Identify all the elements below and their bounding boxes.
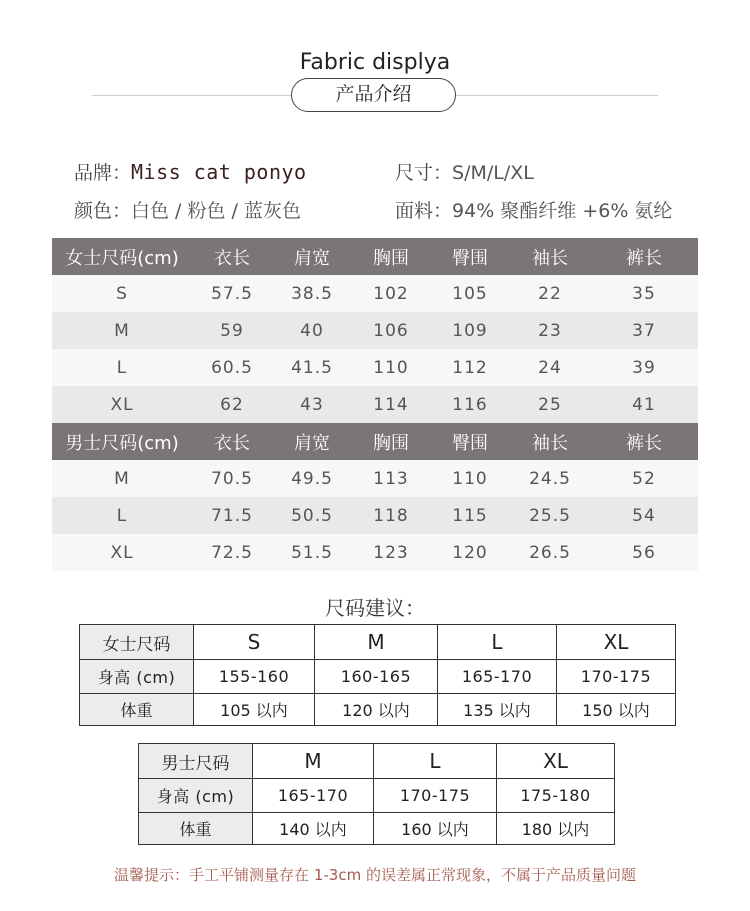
table-cell: M	[253, 744, 374, 779]
table-cell: 165-170	[438, 660, 557, 694]
row-header: 身高 (cm)	[80, 660, 194, 694]
table-cell: 54	[590, 497, 698, 534]
table-cell: 120 以内	[315, 694, 438, 726]
table-row	[80, 694, 676, 726]
table-cell: L	[374, 744, 497, 779]
table-cell: 59	[192, 312, 272, 349]
table-cell: 25.5	[510, 497, 590, 534]
table-cell: 39	[590, 349, 698, 386]
table-cell: L	[52, 349, 192, 386]
table-cell: 50.5	[272, 497, 352, 534]
header-cell: 袖长	[510, 423, 590, 460]
table-row	[52, 497, 698, 534]
table-cell: 180 以内	[497, 813, 615, 845]
table-cell: 57.5	[192, 275, 272, 312]
header-cell: 衣长	[192, 238, 272, 275]
measurement-note: 温馨提示：手工平铺测量存在 1-3cm 的误差属正常现象，不属于产品质量问题	[114, 866, 636, 884]
color-info	[74, 196, 301, 223]
table-row	[52, 534, 698, 571]
table-cell: 41.5	[272, 349, 352, 386]
row-header: 体重	[139, 813, 253, 845]
table-cell: 170-175	[557, 660, 676, 694]
table-row	[52, 386, 698, 423]
table-cell: 72.5	[192, 534, 272, 571]
brand-label: 品牌：	[74, 162, 132, 184]
table-cell: L	[52, 497, 192, 534]
table-cell: 38.5	[272, 275, 352, 312]
table-cell: 56	[590, 534, 698, 571]
women-recommendation-table	[79, 624, 676, 726]
table-cell: 118	[352, 497, 430, 534]
header-cell: 臀围	[430, 238, 510, 275]
table-cell: S	[52, 275, 192, 312]
table-cell: 105 以内	[194, 694, 315, 726]
size-label: 尺寸：	[395, 162, 453, 184]
table-cell: L	[438, 625, 557, 660]
table-cell: 24	[510, 349, 590, 386]
table-row	[80, 660, 676, 694]
table-cell: 71.5	[192, 497, 272, 534]
women-header-row	[52, 238, 698, 275]
table-cell: 170-175	[374, 779, 497, 813]
table-cell: 175-180	[497, 779, 615, 813]
table-cell: 110	[430, 460, 510, 497]
brand-value: Miss cat ponyo	[131, 160, 307, 184]
header-cell: 胸围	[352, 423, 430, 460]
header-title-cn: 产品介绍	[291, 78, 456, 112]
table-cell: 105	[430, 275, 510, 312]
header-cell: 裤长	[590, 423, 698, 460]
header-cell: 袖长	[510, 238, 590, 275]
table-cell: 114	[352, 386, 430, 423]
table-cell: S	[194, 625, 315, 660]
table-cell: 109	[430, 312, 510, 349]
table-row	[52, 275, 698, 312]
table-cell: 106	[352, 312, 430, 349]
brand-info	[74, 158, 307, 185]
table-row	[52, 312, 698, 349]
table-cell: 24.5	[510, 460, 590, 497]
size-measurement-table	[52, 238, 698, 571]
table-cell: 120	[430, 534, 510, 571]
table-cell: 140 以内	[253, 813, 374, 845]
size-info	[395, 158, 534, 185]
table-cell: 43	[272, 386, 352, 423]
header-cell: 男士尺码(cm)	[52, 423, 192, 460]
table-cell: 110	[352, 349, 430, 386]
size-value: S/M/L/XL	[452, 162, 534, 184]
size-recommendation-title: 尺码建议：	[325, 596, 425, 620]
header-cell: 臀围	[430, 423, 510, 460]
table-cell: 123	[352, 534, 430, 571]
header-divider-right	[456, 95, 658, 96]
table-cell: XL	[52, 534, 192, 571]
header-cell: 女士尺码(cm)	[52, 238, 192, 275]
table-cell: 52	[590, 460, 698, 497]
table-cell: 135 以内	[438, 694, 557, 726]
table-cell: 70.5	[192, 460, 272, 497]
row-header: 女士尺码	[80, 625, 194, 660]
table-cell: 102	[352, 275, 430, 312]
table-cell: XL	[52, 386, 192, 423]
table-cell: M	[52, 460, 192, 497]
table-row	[139, 779, 615, 813]
table-row	[139, 744, 615, 779]
table-cell: XL	[557, 625, 676, 660]
table-cell: 150 以内	[557, 694, 676, 726]
row-header: 身高 (cm)	[139, 779, 253, 813]
table-row	[52, 349, 698, 386]
table-cell: 37	[590, 312, 698, 349]
table-row	[139, 813, 615, 845]
color-label: 颜色：	[74, 200, 132, 222]
table-cell: 116	[430, 386, 510, 423]
header-cell: 衣长	[192, 423, 272, 460]
table-cell: 62	[192, 386, 272, 423]
table-cell: XL	[497, 744, 615, 779]
table-cell: 41	[590, 386, 698, 423]
fabric-info	[395, 196, 672, 223]
fabric-label: 面料：	[395, 200, 453, 222]
header-cell: 肩宽	[272, 238, 352, 275]
row-header: 体重	[80, 694, 194, 726]
table-cell: 49.5	[272, 460, 352, 497]
table-cell: 22	[510, 275, 590, 312]
table-cell: 23	[510, 312, 590, 349]
table-row	[52, 460, 698, 497]
table-cell: 113	[352, 460, 430, 497]
table-cell: 165-170	[253, 779, 374, 813]
table-cell: 60.5	[192, 349, 272, 386]
header-cell: 胸围	[352, 238, 430, 275]
table-cell: M	[315, 625, 438, 660]
table-cell: M	[52, 312, 192, 349]
table-cell: 40	[272, 312, 352, 349]
header-cell: 肩宽	[272, 423, 352, 460]
table-cell: 155-160	[194, 660, 315, 694]
header-title-en: Fabric displya	[299, 50, 451, 75]
table-cell: 160-165	[315, 660, 438, 694]
table-cell: 25	[510, 386, 590, 423]
men-header-row	[52, 423, 698, 460]
color-value: 白色 / 粉色 / 蓝灰色	[131, 200, 301, 222]
row-header: 男士尺码	[139, 744, 253, 779]
table-cell: 112	[430, 349, 510, 386]
table-cell: 115	[430, 497, 510, 534]
table-cell: 51.5	[272, 534, 352, 571]
table-cell: 35	[590, 275, 698, 312]
header-divider-left	[92, 95, 292, 96]
table-row	[80, 625, 676, 660]
table-cell: 26.5	[510, 534, 590, 571]
header-cell: 裤长	[590, 238, 698, 275]
fabric-value: 94% 聚酯纤维 +6% 氨纶	[452, 200, 673, 222]
table-cell: 160 以内	[374, 813, 497, 845]
men-recommendation-table	[138, 743, 615, 845]
